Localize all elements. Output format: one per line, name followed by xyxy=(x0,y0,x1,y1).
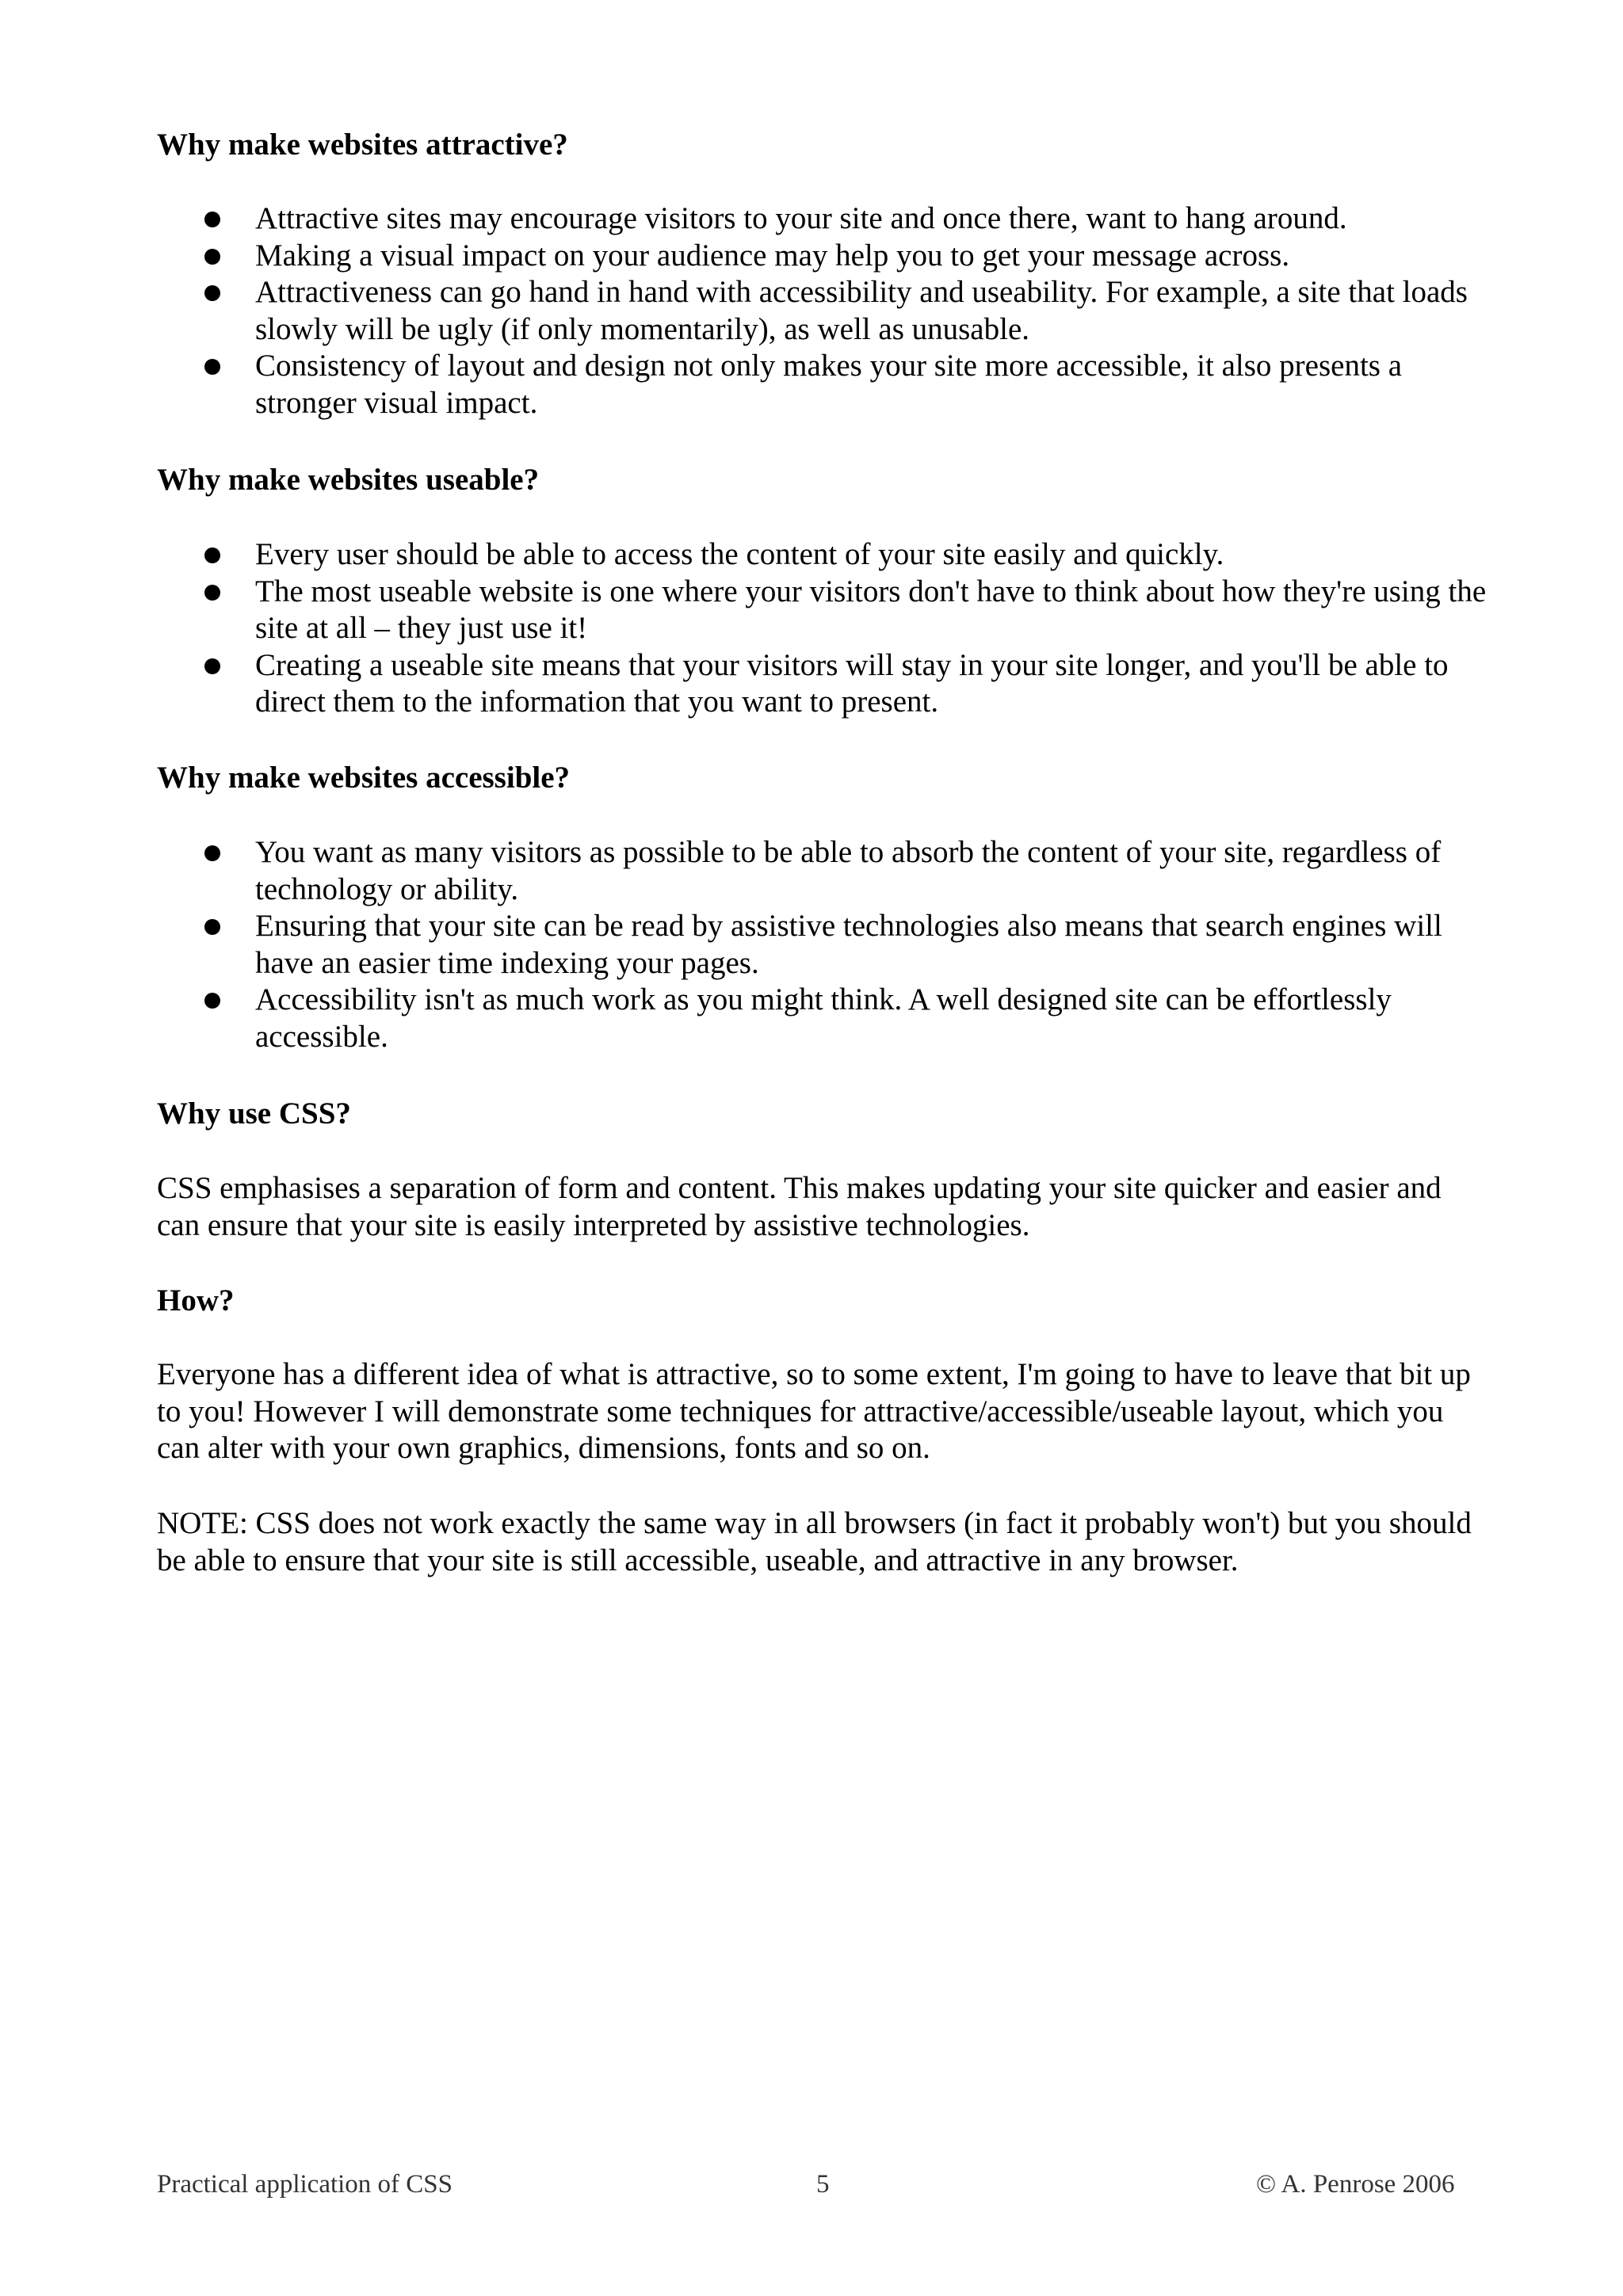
list-item-text: Creating a useable site means that your visitors will stay in your site longer, and you'll be able to direct them to the information that you want to present. xyxy=(255,647,1449,719)
bullet-dot-icon xyxy=(204,919,220,935)
list-item xyxy=(157,536,1488,574)
bullet-dot-icon xyxy=(204,845,220,861)
list-item-text: Ensuring that your site can be read by assistive technologies also means that search engines will have an easier time indexing your pages. xyxy=(255,909,1442,980)
list-item-text: Attractiveness can go hand in hand with accessibility and useability. For example, a site that loads slowly will be ugly (if only momentarily), as well as unusable. xyxy=(255,275,1468,346)
list-item-text: The most useable website is one where your visitors don't have to think about how they're using the site at all – they just use it! xyxy=(255,574,1487,645)
list-item xyxy=(157,238,1488,275)
paragraph-how: Everyone has a different idea of what is attractive, so to some extent, I'm going to have to leave that bit up to you! However I will demonstrate some techniques for attractive/accessible/useable layout, which you can alter with your own graphics, dimensions, fonts and so on. xyxy=(157,1357,1471,1465)
list-item xyxy=(157,348,1488,421)
bullet-dot-icon xyxy=(204,249,220,265)
bullet-list-useable xyxy=(157,536,1488,721)
footer-page-number: 5 xyxy=(816,2170,830,2199)
bullet-dot-icon xyxy=(204,359,220,375)
list-item xyxy=(157,200,1488,238)
list-item-text: Every user should be able to access the content of your site easily and quickly. xyxy=(255,537,1224,571)
list-item-text: You want as many visitors as possible to be able to absorb the content of your site, regardless of technology or ability. xyxy=(255,835,1442,906)
list-item-text: Attractive sites may encourage visitors to your site and once there, want to hang around. xyxy=(255,201,1347,235)
heading-attractive: Why make websites attractive? xyxy=(157,128,568,162)
bullet-list-accessible xyxy=(157,834,1488,1055)
bullet-dot-icon xyxy=(204,658,220,674)
heading-accessible: Why make websites accessible? xyxy=(157,761,571,795)
list-item-text: Making a visual impact on your audience may help you to get your message across. xyxy=(255,238,1290,273)
bullet-dot-icon xyxy=(204,285,220,301)
footer-title: Practical application of CSS xyxy=(157,2170,453,2199)
list-item xyxy=(157,908,1488,982)
list-item xyxy=(157,647,1488,721)
bullet-dot-icon xyxy=(204,585,220,601)
list-item xyxy=(157,274,1488,348)
paragraph-why-css: CSS emphasises a separation of form and content. This makes updating your site quicker and easier and can ensure that your site is easily interpreted by assistive technologies. xyxy=(157,1171,1442,1242)
heading-why-css: Why use CSS? xyxy=(157,1097,351,1131)
heading-how: How? xyxy=(157,1283,235,1318)
bullet-dot-icon xyxy=(204,547,220,563)
paragraph-note: NOTE: CSS does not work exactly the same way in all browsers (in fact it probably won't) but you should be able to ensure that your site is still accessible, useable, and attractive in any browser. xyxy=(157,1506,1472,1577)
list-item-text: Consistency of layout and design not only makes your site more accessible, it also presents a stronger visual impact. xyxy=(255,349,1403,420)
footer-copyright: © A. Penrose 2006 xyxy=(1256,2170,1455,2199)
list-item xyxy=(157,574,1488,647)
heading-useable: Why make websites useable? xyxy=(157,463,540,497)
bullet-dot-icon xyxy=(204,993,220,1009)
list-item xyxy=(157,982,1488,1055)
list-item-text: Accessibility isn't as much work as you might think. A well designed site can be effortlessly accessible. xyxy=(255,982,1392,1054)
bullet-dot-icon xyxy=(204,212,220,227)
list-item xyxy=(157,834,1488,908)
bullet-list-attractive xyxy=(157,200,1488,421)
